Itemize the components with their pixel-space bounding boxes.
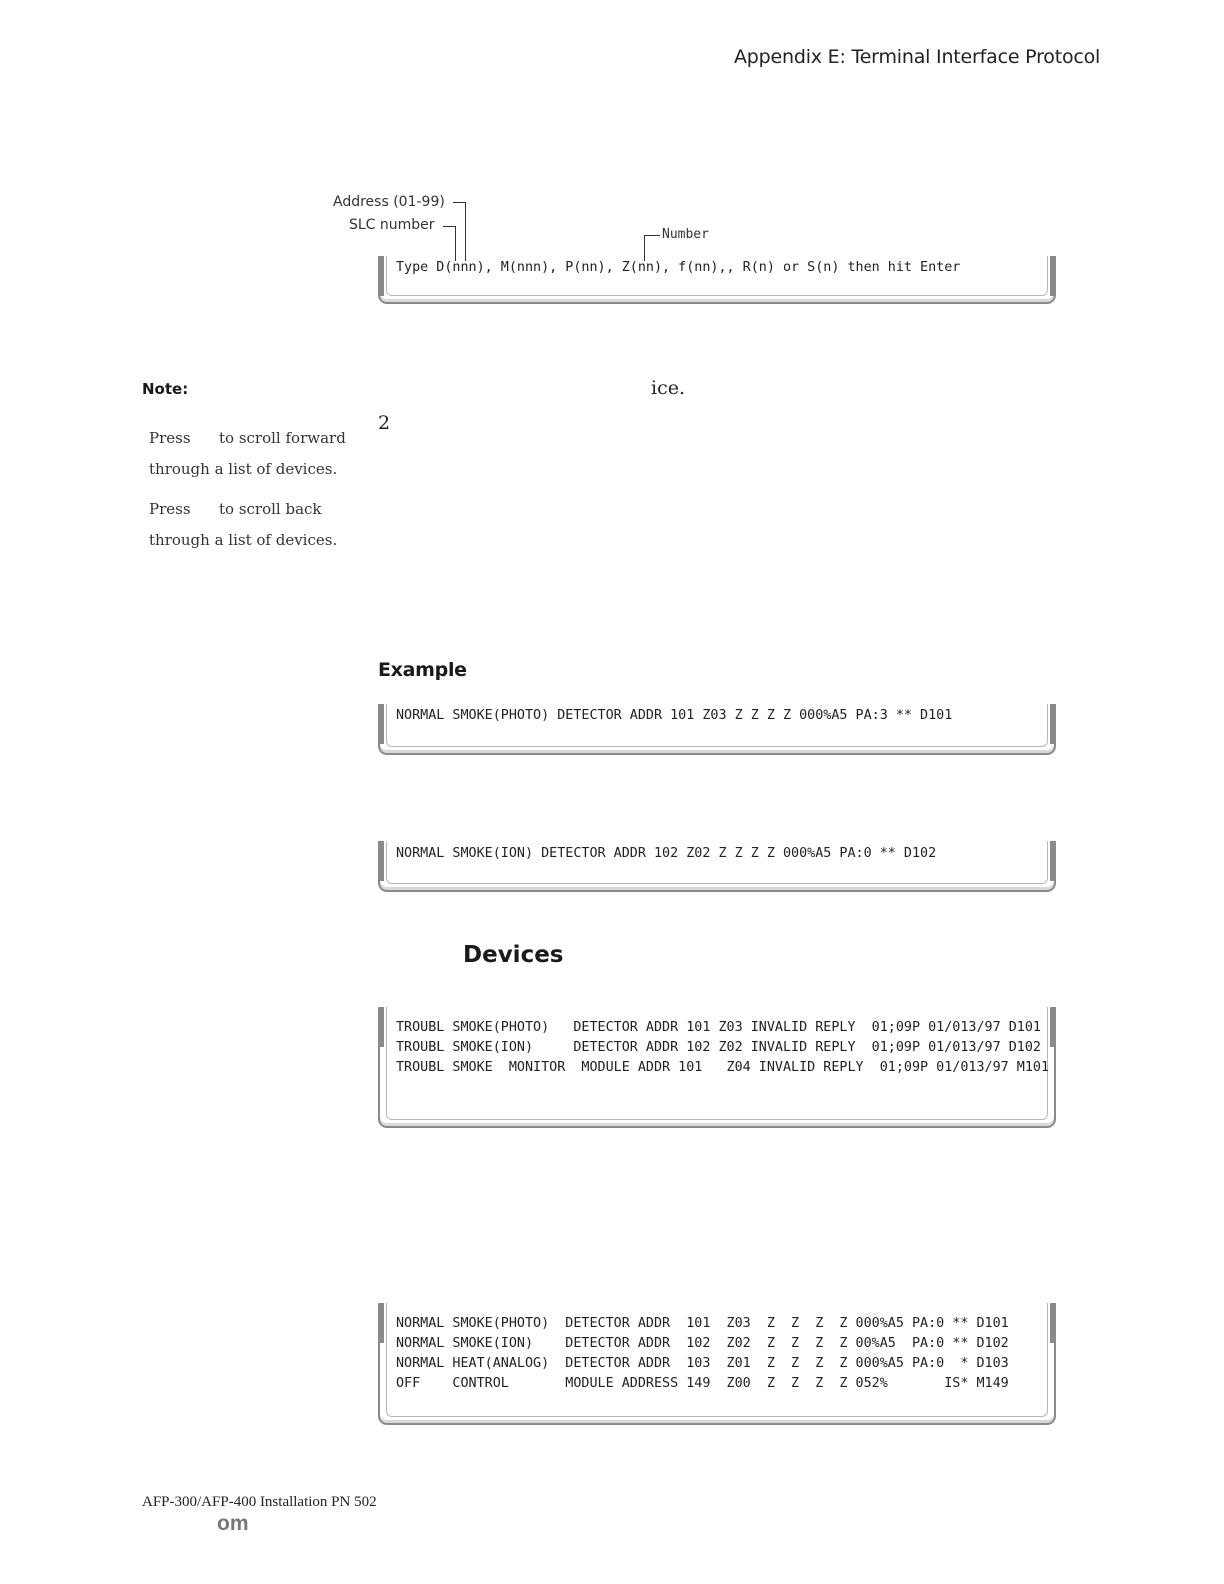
trouble-screen [378,1007,1056,1128]
trouble-lines [396,1018,1049,1078]
example-screen-photo [378,704,1056,755]
example-line-photo: NORMAL SMOKE(PHOTO) DETECTOR ADDR 101 Z03 Z Z Z Z 000%A5 PA:3 ** D101 [396,708,953,723]
status-line: OFF CONTROL MODULE ADDRESS 149 Z00 Z Z Z Z 052% IS* M149 [396,1376,1009,1391]
text-fragment-ice: ice. [651,377,686,399]
text-fragment-two: 2 [378,412,391,434]
status-line: NORMAL SMOKE(PHOTO) DETECTOR ADDR 101 Z03 Z Z Z Z 000%A5 PA:0 ** D101 [396,1316,1009,1331]
note-forward-press: Press [149,429,191,447]
example-line-ion: NORMAL SMOKE(ION) DETECTOR ADDR 102 Z02 Z Z Z Z 000%A5 PA:0 ** D102 [396,846,937,861]
note-back-action: to scroll back [219,500,322,518]
note-forward-tail: through a list of devices. [149,460,338,478]
callout-address: Address (01-99) [333,194,445,210]
watermark-text: om [217,1512,249,1535]
page-header-title: Appendix E: Terminal Interface Protocol [734,46,1101,68]
prompt-screen [378,256,1056,304]
status-line: NORMAL SMOKE(ION) DETECTOR ADDR 102 Z02 Z Z Z Z 00%A5 PA:0 ** D102 [396,1336,1009,1351]
note-back-tail: through a list of devices. [149,531,338,549]
page-footer: AFP-300/AFP-400 Installation PN 502 [142,1494,377,1510]
trouble-line: TROUBL SMOKE(ION) DETECTOR ADDR 102 Z02 INVALID REPLY 01;09P 01/013/97 D102 [396,1040,1041,1055]
prompt-line: Type D(nnn), M(nnn), P(nn), Z(nn), f(nn),, R(n) or S(n) then hit Enter [396,260,961,275]
status-line: NORMAL HEAT(ANALOG) DETECTOR ADDR 103 Z01 Z Z Z Z 000%A5 PA:0 * D103 [396,1356,1009,1371]
callout-slc-number: SLC number [349,217,435,233]
note-forward-action: to scroll forward [219,429,346,447]
example-heading: Example [378,659,467,681]
status-screen [378,1303,1056,1425]
note-title: Note: [142,380,189,398]
trouble-line: TROUBL SMOKE MONITOR MODULE ADDR 101 Z04 INVALID REPLY 01;09P 01/013/97 M101 [396,1060,1050,1075]
devices-heading: Devices [463,942,564,968]
example-screen-ion [378,841,1056,892]
note-back-press: Press [149,500,191,518]
status-lines [396,1314,1009,1394]
trouble-line: TROUBL SMOKE(PHOTO) DETECTOR ADDR 101 Z03 INVALID REPLY 01;09P 01/013/97 D101 [396,1020,1041,1035]
callout-number: Number [662,227,709,242]
